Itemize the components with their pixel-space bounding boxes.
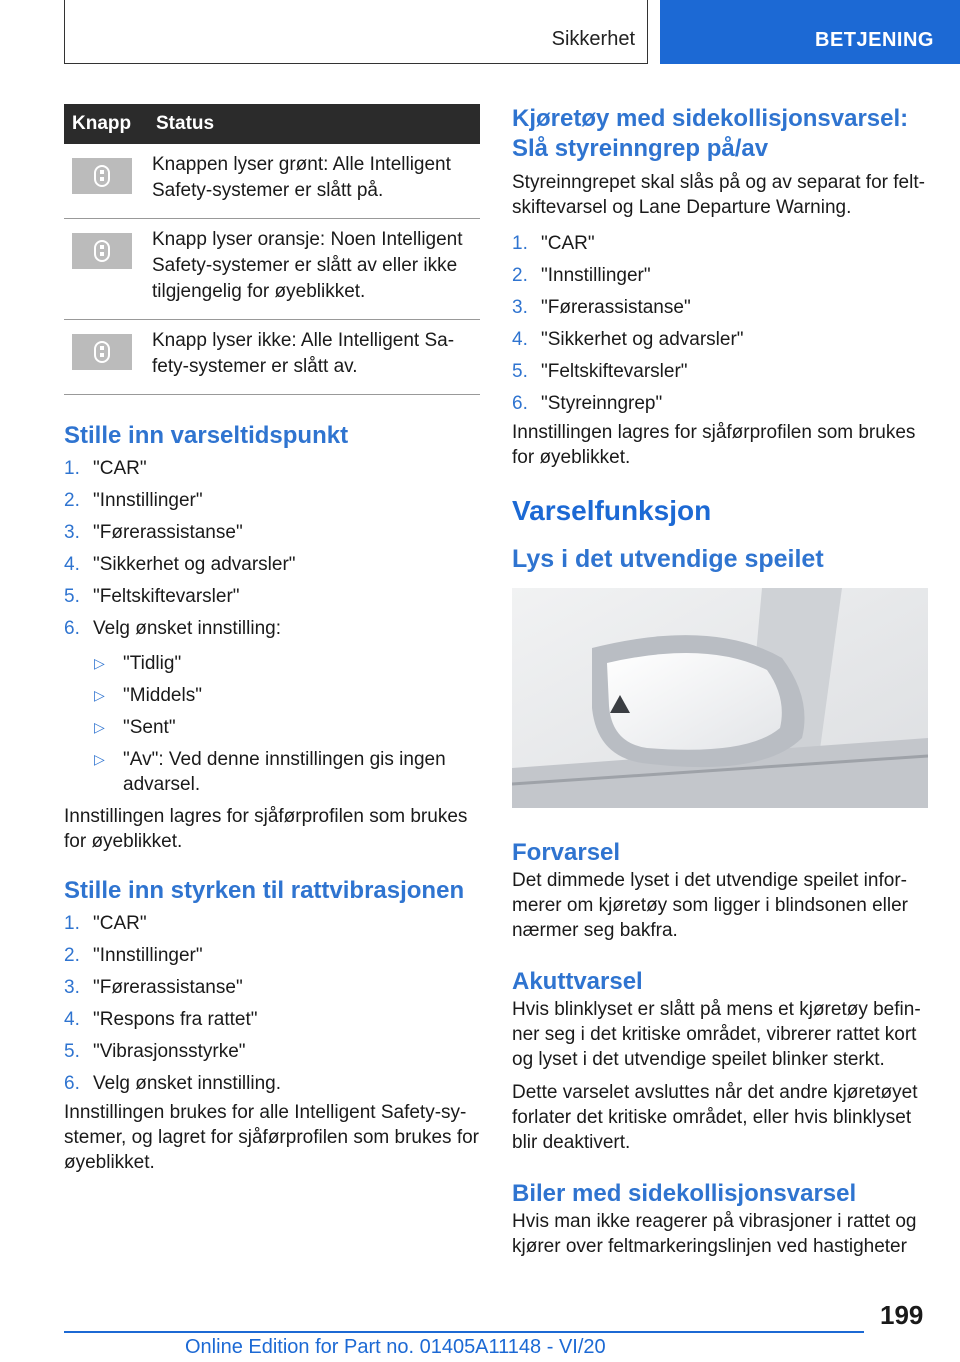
list-item: 5. "Vibrasjonsstyrke": [64, 1041, 246, 1062]
header-chapter-tab: [660, 0, 960, 64]
warning-time-note: Innstillingen lagres for sjåførprofilen som brukes for øyeblikket.: [64, 806, 468, 852]
vibration-note: Innstillingen brukes for alle Intelligent Safety-systemer, og lagret for sjåførprofilen som brukes for øyeblikket.: [64, 1102, 479, 1173]
list-item: 5. "Feltskiftevarsler": [64, 586, 240, 607]
section-heading-vibration: Stille inn styrken til rattvibrasjonen: [64, 877, 465, 904]
intelligent-safety-button-icon: [72, 233, 132, 269]
list-item: 4. "Sikkerhet og advarsler": [64, 554, 296, 575]
triangle-bullet-icon: ▷: [94, 719, 105, 735]
list-item: ▷ "Av": Ved denne innstillingen gis ingen advarsel.: [94, 749, 446, 795]
section-heading-acute-warning: Akuttvarsel: [512, 968, 643, 995]
list-item: 5. "Feltskiftevarsler": [512, 361, 688, 382]
list-item: 4. "Respons fra rattet": [64, 1009, 258, 1030]
triangle-bullet-icon: ▷: [94, 655, 105, 671]
list-item: 1. "CAR": [64, 458, 147, 479]
list-item: 4. "Sikkerhet og advarsler": [512, 329, 744, 350]
left-column: [64, 104, 480, 1175]
header-section-title: Sikkerhet: [551, 28, 635, 50]
list-item: ▷ "Tidlig": [94, 653, 182, 674]
table-cell-status: Knapp lyser ikke: Alle Intelligent Safety-systemer er slått av.: [148, 320, 480, 395]
header-section-box: [64, 0, 648, 64]
list-item: 1. "CAR": [512, 233, 595, 254]
table-cell-status: Knapp lyser oransje: Noen Intelligent Safety-systemer er slått av eller ikke tilgjengelig for øyeblikket.: [148, 219, 480, 320]
list-item: 1. "CAR": [64, 913, 147, 934]
footer-divider: [64, 1331, 864, 1333]
footer-edition: Online Edition for Part no. 01405A11148 - VI/20: [185, 1336, 606, 1358]
table-cell-status: Knappen lyser grønt: Alle Intelligent Safety-systemer er slått på.: [148, 144, 480, 219]
triangle-bullet-icon: ▷: [94, 687, 105, 703]
list-item: 3. "Førerassistanse": [64, 522, 243, 543]
vibration-steps: [64, 908, 480, 1100]
section-heading-steering-intervention: Kjøretøy med sidekollisjonsvarsel: Slå styreinngrep på/av: [512, 105, 909, 162]
list-item: 3. "Førerassistanse": [512, 297, 691, 318]
section-heading-side-collision: Biler med sidekollisjonsvarsel: [512, 1180, 857, 1207]
list-item: 6. "Styreinngrep": [512, 393, 663, 414]
list-item: 2. "Innstillinger": [64, 490, 203, 511]
section-heading-mirror-light: Lys i det utvendige speilet: [512, 545, 824, 573]
section-heading-warning-time: Stille inn varseltidspunkt: [64, 422, 349, 449]
header-chapter-title: BETJENING: [815, 29, 934, 51]
list-item: 3. "Førerassistanse": [64, 977, 243, 998]
intelligent-safety-button-icon: [72, 158, 132, 194]
table-row: [64, 144, 480, 219]
table-row: [64, 320, 480, 395]
prewarning-text: Det dimmede lyset i det utvendige speilet informerer om kjøretøy som ligger i blindsonen eller nærmer seg bakfra.: [512, 870, 908, 941]
exterior-mirror-illustration: [512, 588, 928, 808]
warning-time-options: [64, 651, 480, 797]
table-header-button: Knapp: [64, 104, 148, 144]
section-heading-prewarning: Forvarsel: [512, 839, 621, 866]
acute-warning-text-2: Dette varselet avsluttes når det andre kjøretøyet forlater det kritiske området, eller hvis blinklyset blir deaktivert.: [512, 1082, 918, 1153]
steering-steps: [512, 228, 928, 420]
table-header-status: Status: [148, 104, 480, 144]
side-collision-text: Hvis man ikke reagerer på vibrasjoner i rattet og kjører over feltmarkeringslinjen ved hastigheter: [512, 1211, 917, 1257]
steering-intro: Styreinngrepet skal slås på og av separat for feltskiftevarsel og Lane Departure Warning.: [512, 172, 925, 218]
list-item: 2. "Innstillinger": [512, 265, 651, 286]
list-item: ▷ "Middels": [94, 685, 202, 706]
list-item: 2. "Innstillinger": [64, 945, 203, 966]
acute-warning-text-1: Hvis blinklyset er slått på mens et kjøretøy befinner seg i det kritiske området, vibrerer rattet kort og lyset i det utvendige speilet blinker sterkt.: [512, 999, 921, 1070]
button-status-table: [64, 104, 480, 395]
list-item: 6. Velg ønsket innstilling:: [64, 618, 281, 639]
list-item: 6. Velg ønsket innstilling.: [64, 1073, 281, 1094]
table-row: [64, 219, 480, 320]
list-item: ▷ "Sent": [94, 717, 176, 738]
section-heading-warning-function: Varselfunksjon: [512, 495, 712, 526]
warning-time-steps: [64, 453, 480, 645]
right-column: [512, 104, 928, 1259]
page-number: 199: [880, 1300, 924, 1330]
steering-note: Innstillingen lagres for sjåførprofilen som brukes for øyeblikket.: [512, 422, 916, 468]
intelligent-safety-button-icon: [72, 334, 132, 370]
triangle-bullet-icon: ▷: [94, 751, 105, 767]
